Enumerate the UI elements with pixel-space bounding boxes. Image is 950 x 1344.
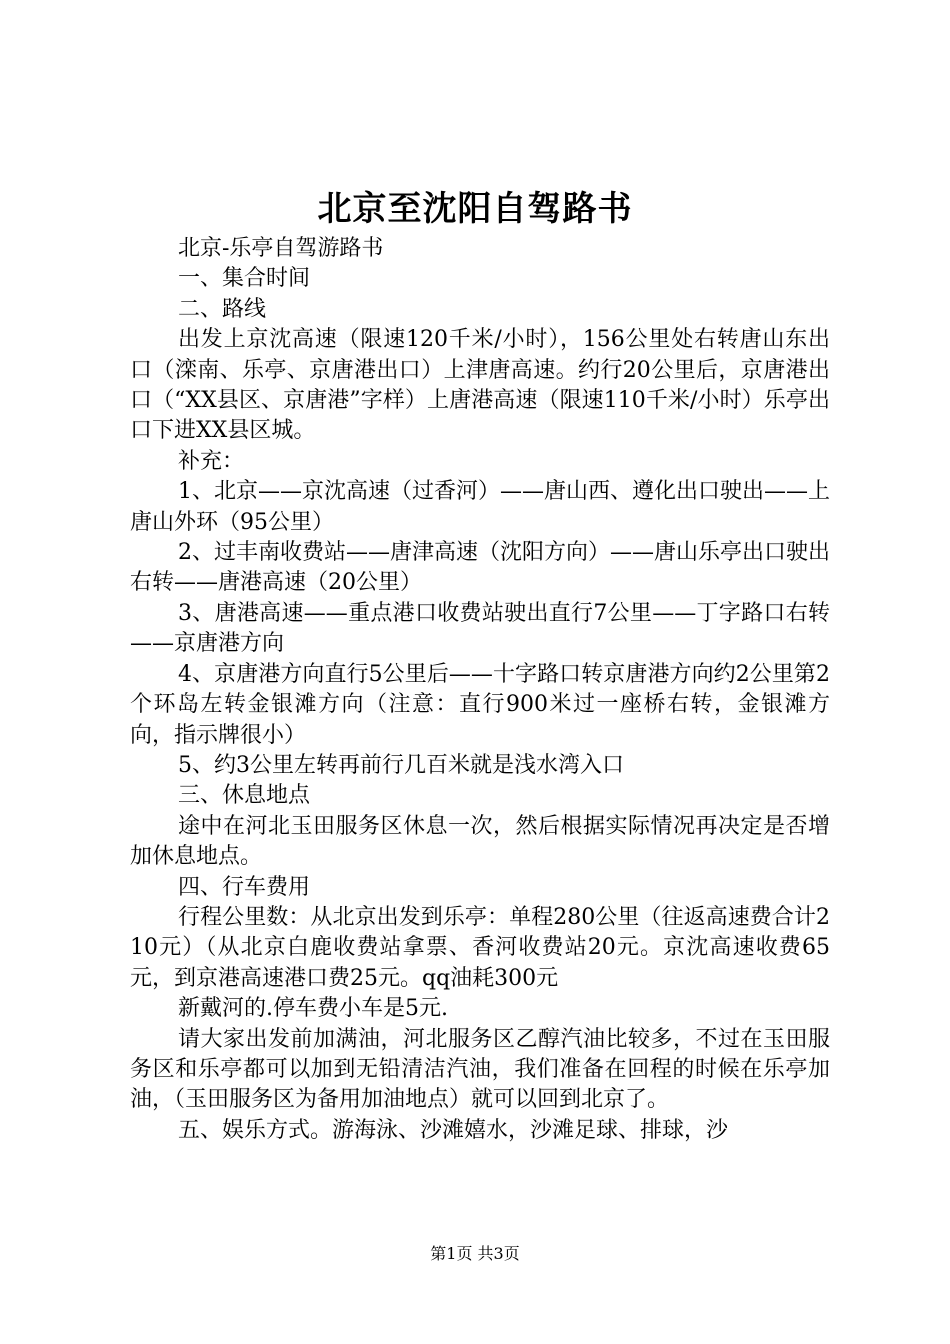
list-item-route-step-1: 1、北京——京沈高速（过香河）——唐山西、遵化出口驶出——上唐山外环（95公里） bbox=[130, 479, 830, 535]
section-heading-rest-stops: 三、休息地点 bbox=[178, 783, 311, 809]
section-heading-gathering-time: 一、集合时间 bbox=[178, 266, 311, 292]
paragraph-subtitle: 北京-乐亭自驾游路书 bbox=[178, 236, 384, 261]
paragraph-entertainment: 五、娱乐方式。游海泳、沙滩嬉水，沙滩足球、排球，沙 bbox=[178, 1117, 729, 1143]
list-item-route-step-4: 4、京唐港方向直行5公里后——十字路口转京唐港方向约2公里第2个环岛左转金银滩方向（注意：直行900米过一座桥右转，金银滩方向，指示牌很小） bbox=[130, 661, 830, 748]
paragraph-parking-fee: 新戴河的.停车费小车是5元. bbox=[178, 996, 448, 1022]
paragraph-mileage-costs: 行程公里数：从北京出发到乐亭：单程280公里（往返高速费合计210元）（从北京白鹿收费站拿票、香河收费站20元。京沈高速收费65元，到京港高速港口费25元。qq油耗300元 bbox=[130, 904, 830, 991]
list-item-route-step-2: 2、过丰南收费站——唐津高速（沈阳方向）——唐山乐亭出口驶出右转——唐港高速（20公里） bbox=[130, 540, 830, 596]
paragraph-fuel-advice: 请大家出发前加满油，河北服务区乙醇汽油比较多，不过在玉田服务区和乐亭都可以加到无铅清洁汽油，我们准备在回程的时候在乐亭加油，（玉田服务区为备用加油地点）就可以回到北京了。 bbox=[130, 1026, 830, 1113]
paragraph-rest-stops: 途中在河北玉田服务区休息一次，然后根据实际情况再决定是否增加休息地点。 bbox=[130, 813, 830, 870]
paragraph-route-description: 出发上京沈高速（限速120千米/小时），156公里处右转唐山东出口（滦南、乐亭、京唐港出口）上津唐高速。约行20公里后，京唐港出口（“XX县区、京唐港”字样）上唐港高速（限速110千米/小时）乐亭出口下进XX县区城。 bbox=[130, 327, 830, 444]
page-footer: 第1页 共3页 bbox=[430, 1244, 520, 1263]
list-item-route-step-5: 5、约3公里左转再前行几百米就是浅水湾入口 bbox=[178, 752, 624, 778]
section-heading-driving-costs: 四、行车费用 bbox=[178, 874, 311, 900]
document-body bbox=[130, 234, 830, 1146]
section-heading-route: 二、路线 bbox=[178, 296, 267, 322]
list-item-route-step-3: 3、唐港高速——重点港口收费站驶出直行7公里——丁字路口右转——京唐港方向 bbox=[130, 600, 830, 657]
paragraph-supplement-label: 补充： bbox=[178, 448, 245, 474]
document-title: 北京至沈阳自驾路书 bbox=[317, 189, 633, 229]
